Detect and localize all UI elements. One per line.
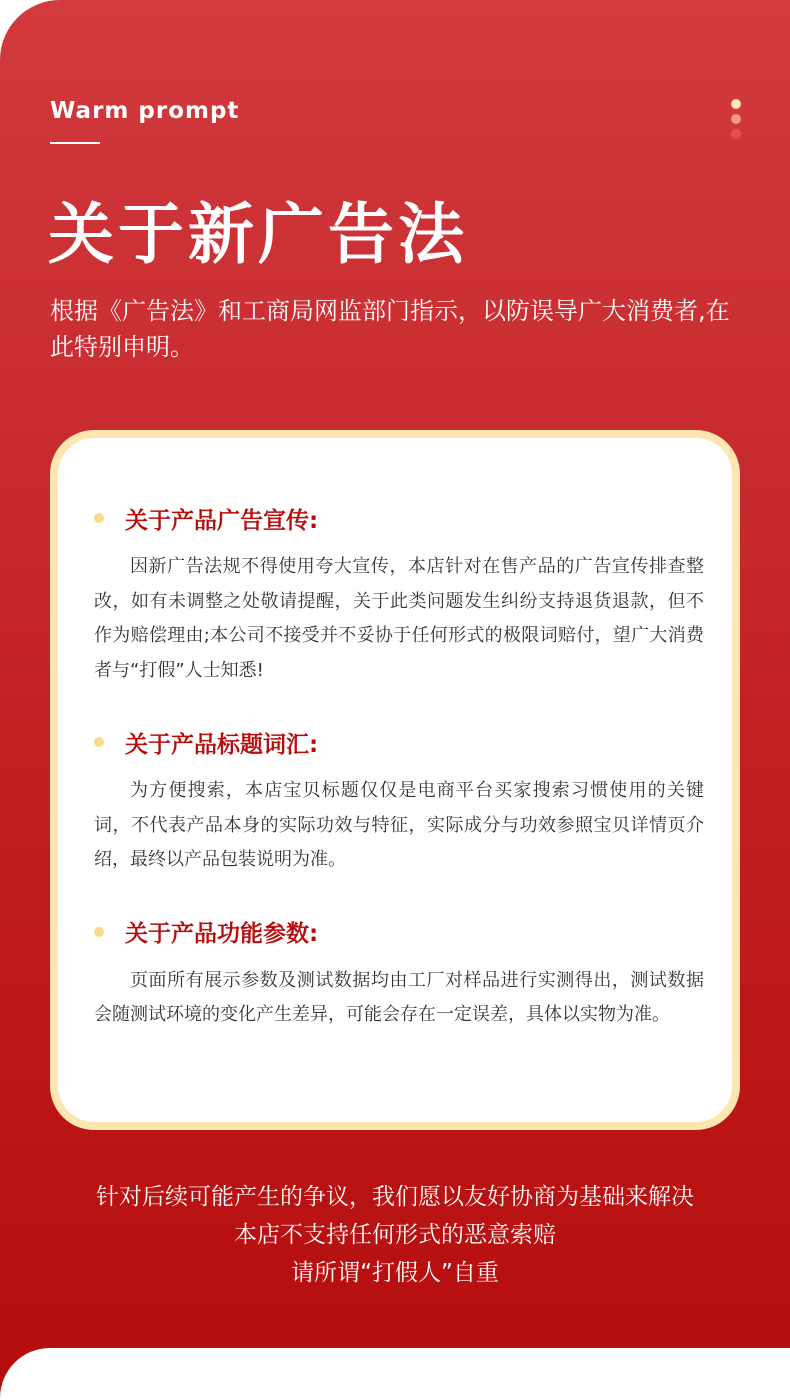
footer-statement xyxy=(0,1178,790,1292)
intro-text: 根据《广告法》和工商局网监部门指示，以防误导广大消费者,在此特别申明。 xyxy=(50,297,730,361)
bullet-dot-icon xyxy=(94,737,104,747)
section-body: 页面所有展示参数及测试数据均由工厂对样品进行实测得出，测试数据会随测试环境的变化产生差异，可能会存在一定误差，具体以实物为准。 xyxy=(94,969,704,1025)
bullet-dot-icon xyxy=(94,513,104,523)
section-body: 为方便搜索，本店宝贝标题仅仅是电商平台买家搜索习惯使用的关键词，不代表产品本身的实际功效与特征，实际成分与功效参照宝贝详情页介绍，最终以产品包装说明为准。 xyxy=(94,780,704,870)
dot-icon xyxy=(731,114,741,124)
footer-line-1: 针对后续可能产生的争议，我们愿以友好协商为基础来解决 xyxy=(96,1184,694,1210)
section-ad-promotion xyxy=(94,498,704,688)
bullet-dot-icon xyxy=(94,927,104,937)
footer-line-2: 本店不支持任何形式的恶意索赔 xyxy=(234,1222,556,1248)
section-title: 关于产品广告宣传: xyxy=(125,507,319,534)
dot-icon xyxy=(731,99,741,109)
eyebrow-underline xyxy=(50,142,100,144)
section-function-params xyxy=(94,912,704,1033)
decorative-dots xyxy=(729,99,743,144)
page-title: 关于新广告法 xyxy=(48,196,468,273)
footer-line-3: 请所谓“打假人”自重 xyxy=(291,1260,499,1286)
section-title-keywords xyxy=(94,722,704,878)
section-body: 因新广告法规不得使用夸大宣传，本店针对在售产品的广告宣传排查整改，如有未调整之处敬请提醒，关于此类问题发生纠纷支持退货退款，但不作为赔偿理由;本公司不接受并不妥协于任何形式的极限词赔付，望广大消费者与“打假”人士知悉! xyxy=(94,556,704,681)
section-title: 关于产品标题词汇: xyxy=(125,731,319,758)
section-header xyxy=(94,498,704,538)
section-header xyxy=(94,912,704,952)
notice-card-frame xyxy=(50,430,740,1130)
dot-icon xyxy=(731,129,741,139)
section-title: 关于产品功能参数: xyxy=(125,921,319,947)
notice-card xyxy=(58,438,732,1122)
eyebrow-label: Warm prompt xyxy=(50,98,240,124)
bottom-sheet xyxy=(0,1348,790,1400)
section-header xyxy=(94,722,704,762)
